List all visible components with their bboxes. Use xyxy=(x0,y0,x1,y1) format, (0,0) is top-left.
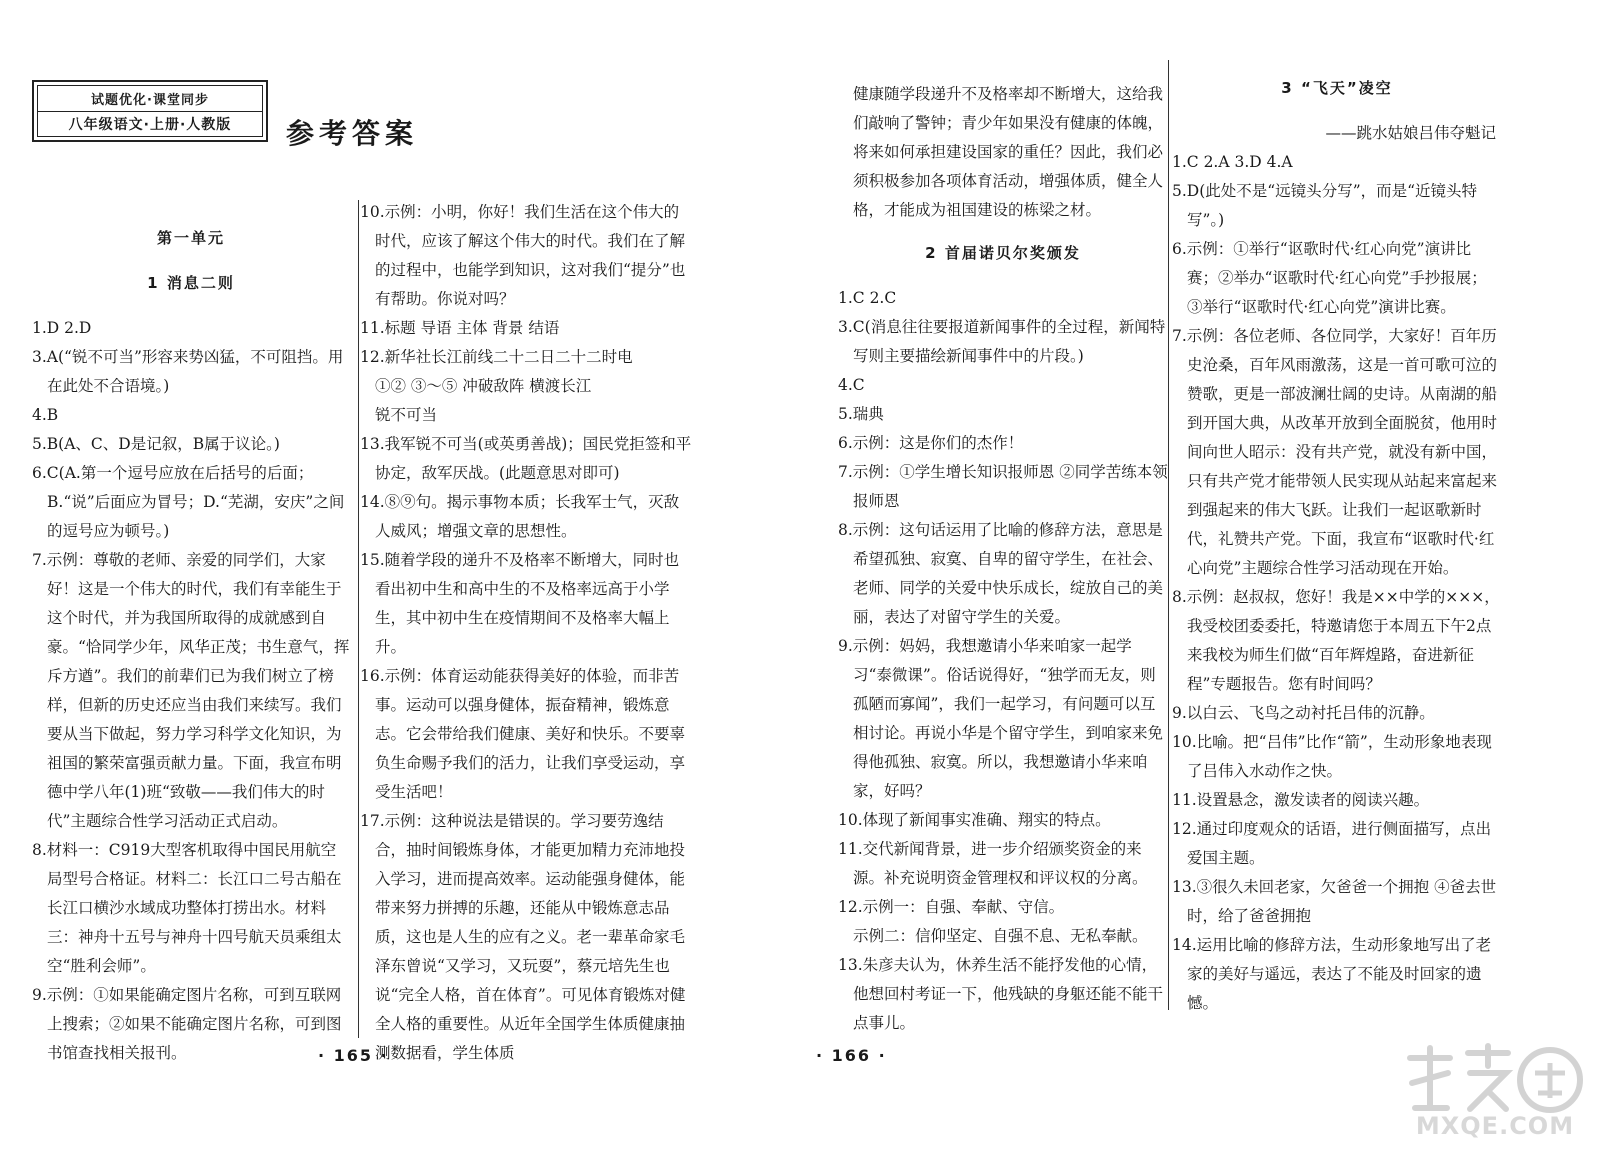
answer-item: 4.B xyxy=(32,406,59,424)
answer-continuation: ①② ③～⑤ 冲破敌阵 横渡长江 xyxy=(375,377,592,395)
answer-item: 9.以白云、飞鸟之动衬托吕伟的沉静。 xyxy=(1172,704,1435,722)
series-label: 试题优化·课堂同步 xyxy=(38,86,262,112)
page-title: 参考答案 xyxy=(286,117,419,150)
answer-item: 11.设置悬念，激发读者的阅读兴趣。 xyxy=(1172,791,1430,809)
answer-item: 9.示例：妈妈，我想邀请小华来咱家一起学习“泰微课”。俗话说得好，“独学而无友，则孤陋而寡闻”，我们一起学习，有问题可以互相讨论。再说小华是个留守学生，到咱家来免得他孤独、寂寞。所以，我想邀请小华来咱家，好吗？ xyxy=(838,637,1164,800)
answer-continuation: 健康随学段递升不及格率却不断增大，这给我们敲响了警钟；青少年如果没有健康的体魄，将来如何承担建设国家的重任？因此，我们必须积极参加各项体育活动，增强体质，健全人格，才能成为祖国建设的栋梁之材。 xyxy=(853,85,1164,219)
section-heading: 2 首届诺贝尔奖颁发 xyxy=(925,244,1081,262)
answer-circle-logo-icon xyxy=(1400,1038,1585,1118)
answer-item: 13.我军锐不可当(或英勇善战)；国民党拒签和平协定，敌军厌战。(此题意思对即可) xyxy=(360,435,692,482)
section-heading: 1 消息二则 xyxy=(147,274,235,292)
answer-item: 12.新华社长江前线二十二日二十二时电 xyxy=(360,348,633,366)
answer-item: 8.材料一：C919大型客机取得中国民用航空局型号合格证。材料二：长江口二号古船在长江口横沙水域成功整体打捞出水。材料三：神舟十五号与神舟十四号航天员乘组太空“胜利会师”。 xyxy=(32,841,342,975)
answer-item: 13.③很久未回老家，欠爸爸一个拥抱 ④爸去世时，给了爸爸拥抱 xyxy=(1172,878,1497,925)
answer-item: 1.C 2.A 3.D 4.A xyxy=(1172,153,1293,171)
answer-item: 6.示例：这是你们的杰作！ xyxy=(838,434,1024,452)
answer-item: 14.运用比喻的修辞方法，生动形象地写出了老家的美好与遥远，表达了不能及时回家的遗憾。 xyxy=(1172,936,1492,1012)
page-number: · 165 · xyxy=(318,1046,389,1065)
book-series-box xyxy=(32,80,268,142)
column-divider xyxy=(1168,60,1169,1010)
column-divider xyxy=(358,200,359,1038)
page-number: · 166 · xyxy=(816,1046,887,1065)
answer-item: 5.B(A、C、D是记叙，B属于议论。) xyxy=(32,435,280,453)
answer-item: 8.示例：赵叔叔，您好！我是××中学的×××，我受校团委委托，特邀请您于本周五下午2点来我校为师生们做“百年辉煌路，奋进新征程”专题报告。您有时间吗？ xyxy=(1172,588,1500,693)
answer-item: 5.D(此处不是“远镜头分写”，而是“近镜头特写”。) xyxy=(1172,182,1478,229)
left-page-column-2 xyxy=(360,198,694,1068)
answer-item: 7.示例：①学生增长知识报师恩 ②同学苦练本领报师恩 xyxy=(838,463,1168,510)
right-page xyxy=(800,0,1600,1165)
watermark-site-text: MXQE.COM xyxy=(1415,1112,1575,1140)
answer-item: 15.随着学段的递升不及格率不断增大，同时也看出初中生和高中生的不及格率远高于小学生，其中初中生在疫情期间不及格率大幅上升。 xyxy=(360,551,680,656)
answer-item: 12.通过印度观众的话语，进行侧面描写，点出爱国主题。 xyxy=(1172,820,1492,867)
answer-item: 9.示例：①如果能确定图片名称，可到互联网上搜索；②如果不能确定图片名称，可到图书馆查找相关报刊。 xyxy=(32,986,342,1062)
answer-continuation: 锐不可当 xyxy=(375,406,438,424)
answer-item: 17.示例：这种说法是错误的。学习要劳逸结合，抽时间锻炼身体，才能更加精力充沛地投入学习，进而提高效率。运动能强身健体，能带来努力拼搏的乐趣，还能从中锻炼意志品质，这也是人生的应有之义。老一辈革命家毛泽东曾说“又学习，又玩耍”，蔡元培先生也说“完全人格，首在体育”。可见体育锻炼对健全人格的重要性。从近年全国学生体质健康抽测数据看，学生体质 xyxy=(360,812,686,1062)
grade-label: 八年级语文·上册·人教版 xyxy=(68,116,232,133)
answer-item: 5.瑞典 xyxy=(838,405,884,423)
answer-item: 10.体现了新闻事实准确、翔实的特点。 xyxy=(838,811,1111,829)
answer-item: 7.示例：尊敬的老师、亲爱的同学们，大家好！这是一个伟大的时代，我们有幸能生于这个时代，并为我国所取得的成就感到自豪。“恰同学少年，风华正茂；书生意气，挥斥方遒”。我们的前辈们已为我们树立了榜样，但新的历史还应当由我们来续写。我们要从当下做起，努力学习科学文化知识，为祖国的繁荣富强贡献力量。下面，我宣布明德中学八年(1)班“致敬——我们伟大的时代”主题综合性学习活动正式启动。 xyxy=(32,551,350,830)
section-heading: 第一单元 xyxy=(156,229,225,247)
answer-item: 3.C(消息往往要报道新闻事件的全过程，新闻特写则主要描绘新闻事件中的片段。) xyxy=(838,318,1166,365)
answer-item: 16.示例：体育运动能获得美好的体验，而非苦事。运动可以强身健体，振奋精神，锻炼意志。它会带给我们健康、美好和快乐。不要辜负生命赐予我们的活力，让我们享受运动，享受生活吧！ xyxy=(360,667,686,801)
answer-item: 10.示例：小明，你好！我们生活在这个伟大的时代，应该了解这个伟大的时代。我们在了解的过程中，也能学到知识，这对我们“提分”也有帮助。你说对吗？ xyxy=(360,203,686,308)
answer-item: 11.交代新闻背景，进一步介绍颁奖资金的来源。补充说明资金管理权和评议权的分离。 xyxy=(838,840,1148,887)
answer-item: 3.A(“锐不可当”形容来势凶猛，不可阻挡。用在此处不合语境。) xyxy=(32,348,344,395)
right-page-column-1 xyxy=(838,80,1168,1038)
answer-item: 6.C(A.第一个逗号应放在后括号的后面；B.“说”后面应为冒号；D.“芜湖，安庆”之间的逗号应为顿号。) xyxy=(32,464,345,540)
answer-item: 7.示例：各位老师、各位同学，大家好！百年历史沧桑，百年风雨激荡，这是一首可歌可泣的赞歌，更是一部波澜壮阔的史诗。从南湖的船到开国大典，从改革开放到全面脱贫，他用时间向世人昭示：没有共产党，就没有新中国，只有共产党才能带领人民实现从站起来富起来到强起来的伟大飞跃。让我们一起讴歌新时代，礼赞共产党。下面，我宣布“讴歌时代·红心向党”主题综合性学习活动现在开始。 xyxy=(1172,327,1498,577)
answer-item: 6.示例：①举行“讴歌时代·红心向党”演讲比赛；②举办“讴歌时代·红心向党”手抄报展；③举行“讴歌时代·红心向党”演讲比赛。 xyxy=(1172,240,1487,316)
answer-item: 10.比喻。把“吕伟”比作“箭”，生动形象地表现了吕伟入水动作之快。 xyxy=(1172,733,1492,780)
right-page-column-2 xyxy=(1172,60,1502,1018)
section-subheading: ——跳水姑娘吕伟夺魁记 xyxy=(1325,124,1496,142)
left-page-column-1 xyxy=(32,210,350,1068)
answer-item: 12.示例一：自强、奉献、守信。 xyxy=(838,898,1065,916)
answer-item: 8.示例：这句话运用了比喻的修辞方法，意思是希望孤独、寂寞、自卑的留守学生，在社会、老师、同学的关爱中快乐成长，绽放自己的美丽，表达了对留守学生的关爱。 xyxy=(838,521,1164,626)
answer-item: 1.D 2.D xyxy=(32,319,92,337)
answer-item: 11.标题 导语 主体 背景 结语 xyxy=(360,319,560,337)
answer-item: 13.朱彦夫认为，休养生活不能抒发他的心情，他想回村考证一下，他残缺的身躯还能不能干点事儿。 xyxy=(838,956,1164,1032)
answer-item: 4.C xyxy=(838,376,865,394)
watermark-logo xyxy=(1400,1038,1585,1150)
answer-item: 1.C 2.C xyxy=(838,289,897,307)
answer-continuation: 示例二：信仰坚定、自强不息、无私奉献。 xyxy=(853,927,1148,945)
section-heading: 3 “飞天”凌空 xyxy=(1281,79,1393,97)
answer-item: 14.⑧⑨句。揭示事物本质；长我军士气，灭敌人威风；增强文章的思想性。 xyxy=(360,493,680,540)
